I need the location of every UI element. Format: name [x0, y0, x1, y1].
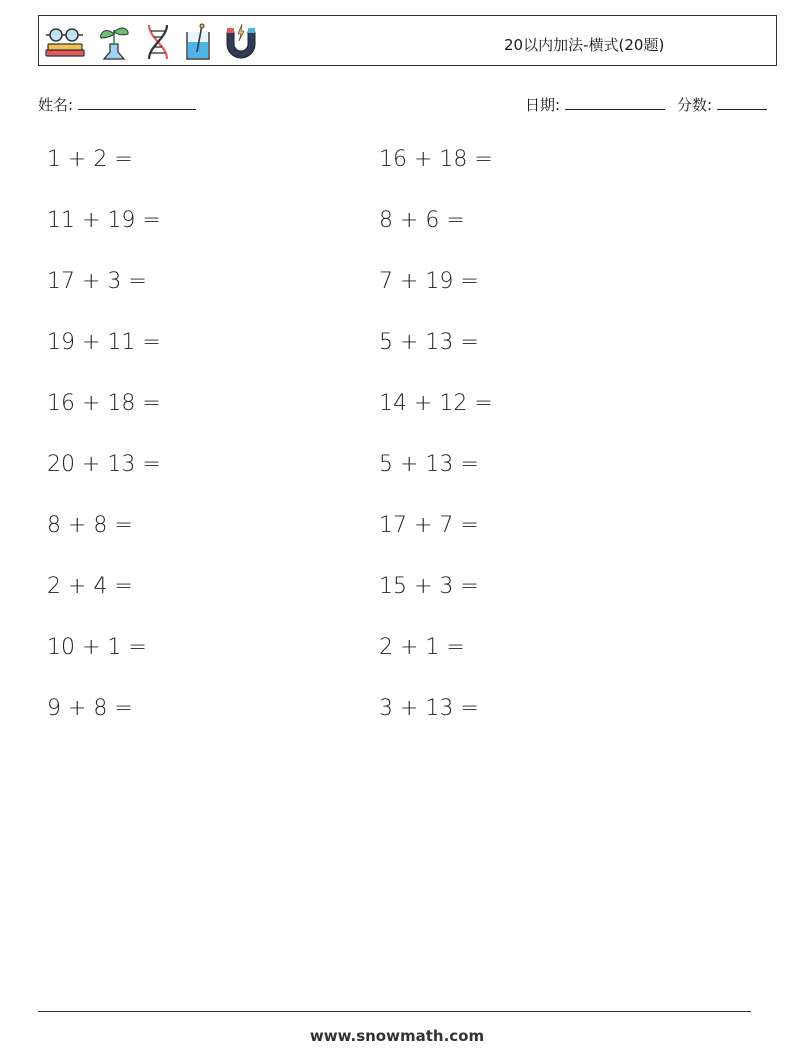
problem-item: 2 + 4 =	[47, 574, 133, 599]
problem-item: 8 + 6 =	[379, 208, 465, 233]
score-blank[interactable]	[717, 95, 767, 110]
problem-item: 8 + 8 =	[47, 513, 133, 538]
problem-item: 15 + 3 =	[379, 574, 479, 599]
worksheet-title: 20以内加法-横式(20题)	[504, 36, 665, 54]
problem-item: 16 + 18 =	[379, 147, 493, 172]
problem-item: 1 + 2 =	[47, 147, 133, 172]
score-field	[677, 94, 767, 115]
problem-item: 11 + 19 =	[47, 208, 161, 233]
footer-url[interactable]: www.snowmath.com	[309, 1027, 485, 1045]
name-field	[38, 94, 196, 115]
problem-item: 10 + 1 =	[47, 635, 147, 660]
problem-item: 3 + 13 =	[379, 696, 479, 721]
footer-divider	[38, 1011, 751, 1012]
problem-item: 2 + 1 =	[379, 635, 465, 660]
problem-item: 9 + 8 =	[47, 696, 133, 721]
date-blank[interactable]	[565, 95, 665, 110]
problem-item: 17 + 3 =	[47, 269, 147, 294]
problem-item: 5 + 13 =	[379, 452, 479, 477]
problem-item: 5 + 13 =	[379, 330, 479, 355]
name-blank[interactable]	[78, 95, 196, 110]
problem-item: 16 + 18 =	[47, 391, 161, 416]
problem-item: 20 + 13 =	[47, 452, 161, 477]
name-label: 姓名:	[38, 96, 74, 114]
header-box	[38, 15, 777, 66]
problem-item: 7 + 19 =	[379, 269, 479, 294]
problem-item: 17 + 7 =	[379, 513, 479, 538]
problem-item: 14 + 12 =	[379, 391, 493, 416]
date-field	[525, 94, 665, 115]
problem-item: 19 + 11 =	[47, 330, 161, 355]
score-label: 分数:	[677, 96, 713, 114]
date-label: 日期:	[525, 96, 561, 114]
